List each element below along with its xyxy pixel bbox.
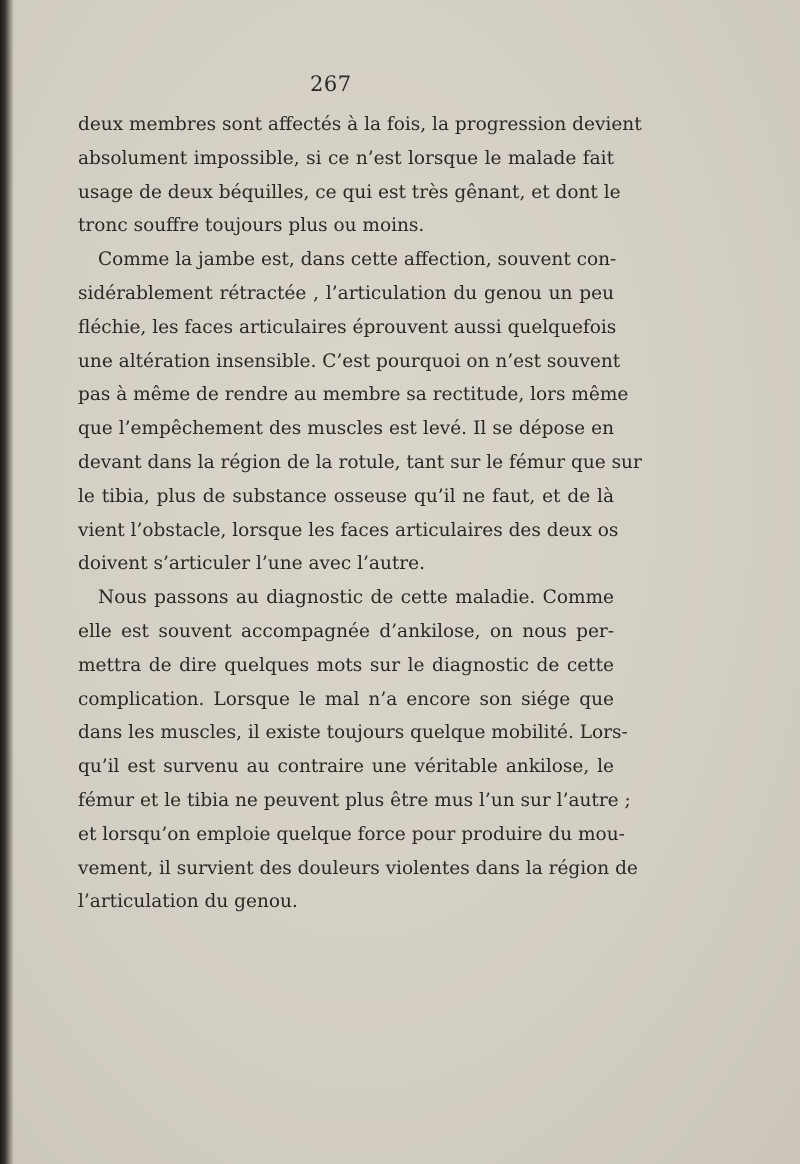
text-line: qu’il est survenu au contraire une véritable ankilose, le <box>78 756 614 778</box>
text-line: l’articulation du genou. <box>78 891 298 913</box>
text-line: pas à même de rendre au membre sa rectitude, lors même <box>78 384 629 406</box>
text-line: tronc souffre toujours plus ou moins. <box>78 215 425 237</box>
text-line: Comme la jambe est, dans cette affection, souvent con- <box>98 249 617 271</box>
text-line: dans les muscles, il existe toujours quelque mobilité. Lors- <box>78 722 628 744</box>
text-line: et lorsqu’on emploie quelque force pour produire du mou- <box>78 823 625 845</box>
text-line: fléchie, les faces articulaires éprouvent aussi quelquefois <box>78 316 617 338</box>
text-line: Nous passons au diagnostic de cette maladie. Comme <box>98 587 614 609</box>
paragraph <box>78 581 638 919</box>
text-line: mettra de dire quelques mots sur le diagnostic de cette <box>78 654 614 676</box>
text-line: vement, il survient des douleurs violentes dans la région de <box>78 857 638 879</box>
paragraph <box>78 243 642 581</box>
text-line: vient l’obstacle, lorsque les faces articulaires des deux os <box>78 519 619 541</box>
text-line: le tibia, plus de substance osseuse qu’il ne faut, et de là <box>78 485 614 507</box>
page-number: 267 <box>310 72 352 96</box>
text-line: que l’empêchement des muscles est levé. Il se dépose en <box>78 418 614 440</box>
text-line: deux membres sont affectés à la fois, la progression devient <box>78 114 642 135</box>
paragraph <box>78 108 642 243</box>
text-line: sidérablement rétractée , l’articulation du genou un peu <box>78 282 614 304</box>
book-spine-edge <box>0 0 14 1164</box>
text-line: une altération insensible. C’est pourquoi on n’est souvent <box>78 350 621 372</box>
text-line: elle est souvent accompagnée d’ankilose, on nous per- <box>78 620 614 642</box>
text-line: devant dans la région de la rotule, tant sur le fémur que sur <box>78 451 642 473</box>
text-line: complication. Lorsque le mal n’a encore son siége que <box>78 688 614 710</box>
text-line: doivent s’articuler l’une avec l’autre. <box>78 553 425 575</box>
body-text <box>78 108 642 919</box>
text-line: fémur et le tibia ne peuvent plus être mus l’un sur l’autre ; <box>78 789 631 811</box>
text-line: usage de deux béquilles, ce qui est très gênant, et dont le <box>78 181 621 203</box>
text-line: absolument impossible, si ce n’est lorsque le malade fait <box>78 147 614 169</box>
